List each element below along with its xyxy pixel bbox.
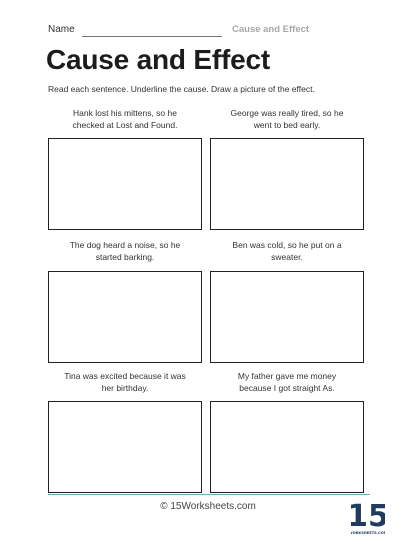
15worksheets-logo-icon bbox=[351, 496, 385, 536]
drawing-box[interactable] bbox=[210, 401, 364, 493]
page-title: Cause and Effect bbox=[46, 44, 270, 75]
sentence-line: sweater. bbox=[271, 252, 303, 262]
drawing-box[interactable] bbox=[210, 138, 364, 230]
name-write-line[interactable] bbox=[82, 36, 222, 37]
footer-copyright: © 15Worksheets.com bbox=[160, 501, 256, 512]
sentence-line: Ben was cold, so he put on a bbox=[232, 240, 342, 250]
instructions: Read each sentence. Underline the cause. Draw a picture of the effect. bbox=[48, 84, 315, 94]
sentence bbox=[210, 370, 364, 394]
drawing-box[interactable] bbox=[48, 138, 202, 230]
sentence-line: My father gave me money bbox=[237, 371, 337, 381]
drawing-box[interactable] bbox=[48, 401, 202, 493]
sentence-line: George was really tired, so he bbox=[230, 108, 344, 118]
sentence-line: Hank lost his mittens, so he bbox=[73, 108, 177, 118]
logo-number: 15 bbox=[351, 499, 385, 534]
sentence-line: because I got straight As. bbox=[239, 383, 335, 393]
sentence-line: Tina was excited because it was bbox=[64, 371, 186, 381]
name-row bbox=[48, 24, 370, 40]
topic-label: Cause and Effect bbox=[232, 24, 310, 35]
sentence bbox=[210, 239, 364, 263]
sentence bbox=[48, 370, 202, 394]
sentence-line: checked at Lost and Found. bbox=[72, 120, 178, 130]
sentence-line: started barking. bbox=[95, 252, 155, 262]
sentence bbox=[210, 107, 364, 131]
name-label: Name bbox=[48, 24, 75, 35]
sentence bbox=[48, 239, 202, 263]
logo-word: ORKSHEETS.CO bbox=[352, 531, 384, 535]
sentence-line: went to bed early. bbox=[253, 120, 321, 130]
sentence bbox=[48, 107, 202, 131]
drawing-box[interactable] bbox=[48, 271, 202, 363]
sentence-line: The dog heard a noise, so he bbox=[69, 240, 181, 250]
footer-divider bbox=[48, 494, 370, 495]
drawing-box[interactable] bbox=[210, 271, 364, 363]
sentence-line: her birthday. bbox=[101, 383, 149, 393]
